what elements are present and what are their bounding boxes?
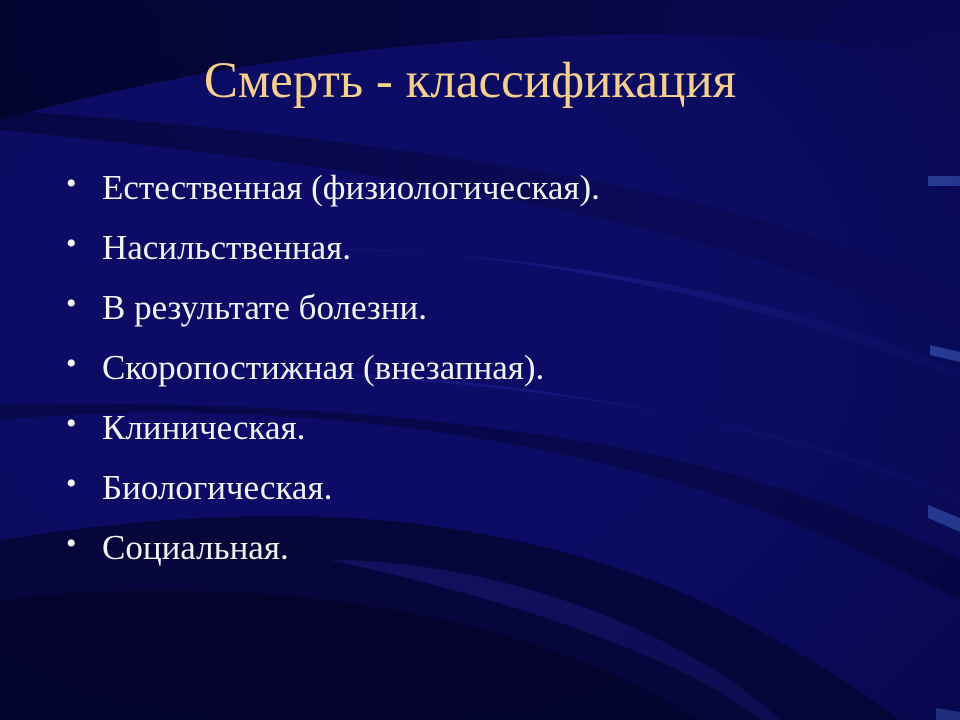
bullet-icon: • bbox=[66, 287, 77, 320]
bullet-icon: • bbox=[66, 407, 77, 440]
bullet-icon: • bbox=[66, 167, 77, 200]
list-item bbox=[66, 158, 600, 218]
list-item-text: Скоропостижная (внезапная). bbox=[102, 348, 545, 387]
list-item-text: Социальная. bbox=[102, 528, 289, 567]
list-item bbox=[66, 218, 600, 278]
bullet-list bbox=[66, 158, 600, 578]
bullet-icon: • bbox=[66, 227, 77, 260]
list-item bbox=[66, 278, 600, 338]
list-item bbox=[66, 458, 600, 518]
list-item bbox=[66, 518, 600, 578]
list-item bbox=[66, 398, 600, 458]
list-item bbox=[66, 338, 600, 398]
list-item-text: Естественная (физиологическая). bbox=[102, 168, 600, 207]
bullet-icon: • bbox=[66, 347, 77, 380]
list-item-text: В результате болезни. bbox=[102, 288, 427, 327]
bullet-icon: • bbox=[66, 527, 77, 560]
slide-title: Смерть - классификация bbox=[203, 53, 737, 109]
list-item-text: Клиническая. bbox=[102, 408, 306, 447]
list-item-text: Биологическая. bbox=[102, 468, 333, 507]
list-item-text: Насильственная. bbox=[102, 228, 352, 267]
bullet-icon: • bbox=[66, 467, 77, 500]
